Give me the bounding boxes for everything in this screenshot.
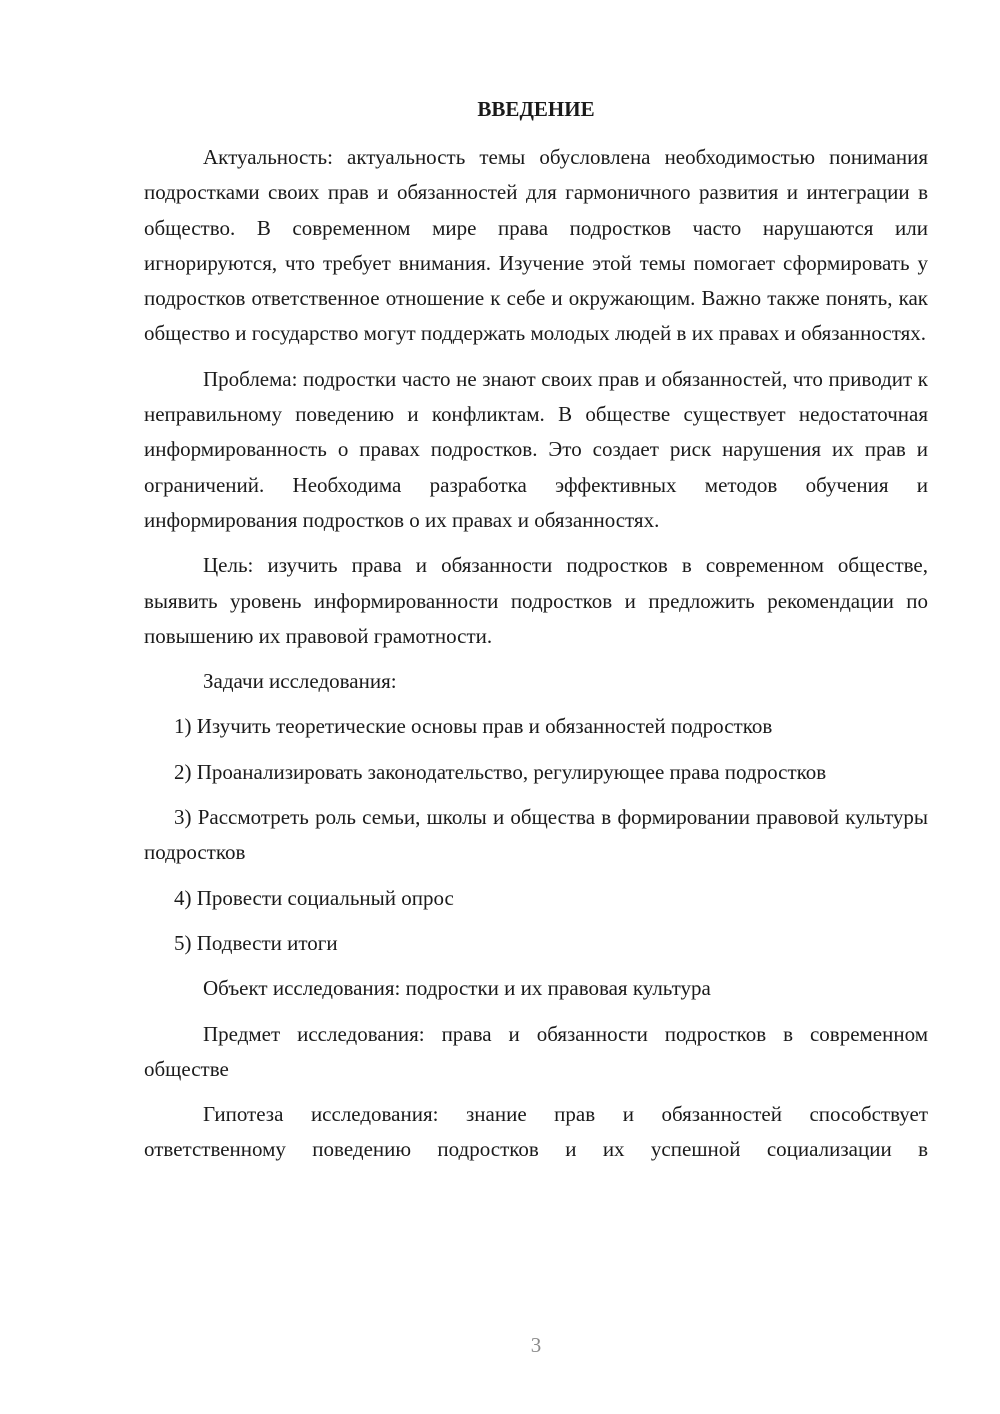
document-page [144, 92, 928, 1168]
object-paragraph: Объект исследования: подростки и их правовая культура [203, 976, 711, 1001]
hypothesis-paragraph: Гипотеза исследования: знание прав и обязанностей способствует ответственному поведению подростков и их успешной социализации в [144, 1102, 928, 1162]
subject-paragraph: Предмет исследования: права и обязанности подростков в современном обществе [144, 1021, 928, 1081]
task-item-3: 3) Рассмотреть роль семьи, школы и общества в формировании правовой культуры подростков [144, 805, 928, 865]
problem-paragraph: Проблема: подростки часто не знают своих прав и обязанностей, что приводит к неправильному поведению и конфликтам. В обществе существует недостаточная информированность о правах подростков. Это создает риск нарушения их прав и ограничений. Необходима разработка эффективных методов обучения и информирования подростков о их правах и обязанностях. [144, 366, 928, 532]
relevance-paragraph: Актуальность: актуальность темы обусловлена необходимостью понимания подростками своих прав и обязанностей для гармоничного развития и интеграции в общество. В современном мире права подростков часто нарушаются или игнорируются, что требует внимания. Изучение этой темы помогает сформировать у подростков ответственное отношение к себе и окружающим. Важно также понять, как общество и государство могут поддержать молодых людей в их правах и обязанностях. [144, 145, 928, 346]
task-item-4: 4) Провести социальный опрос [174, 885, 454, 910]
page-number: 3 [530, 1333, 542, 1357]
tasks-heading: Задачи исследования: [203, 669, 397, 694]
task-item-2: 2) Проанализировать законодательство, регулирующее права подростков [174, 759, 827, 784]
page-title: ВВЕДЕНИЕ [477, 97, 595, 121]
task-item-1: 1) Изучить теоретические основы прав и обязанностей подростков [174, 714, 773, 739]
goal-paragraph: Цель: изучить права и обязанности подростков в современном обществе, выявить уровень информированности подростков и предложить рекомендации по повышению их правовой грамотности. [144, 553, 928, 648]
task-item-5: 5) Подвести итоги [174, 930, 338, 955]
